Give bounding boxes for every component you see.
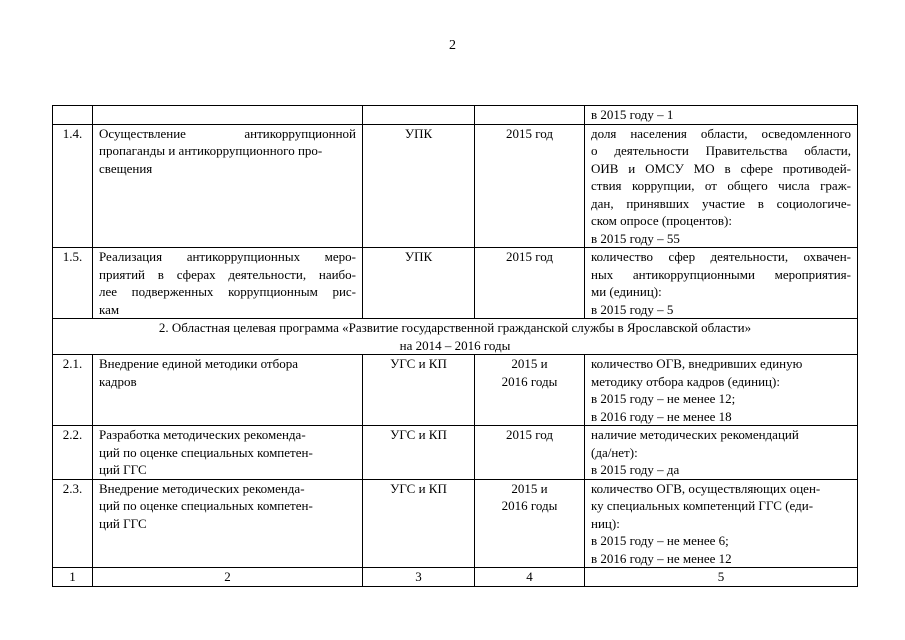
cell-measure bbox=[93, 248, 363, 319]
cell-executor: УПК bbox=[363, 124, 475, 248]
cell-num: 1.5. bbox=[53, 248, 93, 319]
cell-num: 2.1. bbox=[53, 355, 93, 426]
measure-line: Разработка методических рекоменда- bbox=[99, 427, 306, 442]
cell-indicator bbox=[585, 124, 858, 248]
cell-measure bbox=[93, 106, 363, 125]
cell-term bbox=[475, 479, 585, 568]
measure-line: свещения bbox=[99, 160, 153, 176]
cell-indicator bbox=[585, 479, 858, 568]
indicator-line: в 2015 году – не менее 12; bbox=[591, 391, 736, 406]
column-number-row bbox=[53, 568, 858, 587]
table-row bbox=[53, 124, 858, 248]
cell-measure bbox=[93, 426, 363, 480]
cell-measure bbox=[93, 479, 363, 568]
cell-num: 1.4. bbox=[53, 124, 93, 248]
cell-term bbox=[475, 106, 585, 125]
cell-executor: УПК bbox=[363, 248, 475, 319]
column-number: 4 bbox=[475, 568, 585, 587]
cell-indicator bbox=[585, 426, 858, 480]
cell-executor: УГС и КП bbox=[363, 479, 475, 568]
indicator-line: методику отбора кадров (единиц): bbox=[591, 373, 780, 389]
measure-line: ций по оценке специальных компетен- bbox=[99, 498, 313, 513]
indicator-line: ствия коррупции, от общего числа граж- bbox=[591, 178, 851, 193]
indicator-line: в 2015 году – да bbox=[591, 462, 680, 477]
column-number: 3 bbox=[363, 568, 475, 587]
indicator-line: доля населения области, осведомленного bbox=[591, 125, 851, 141]
indicator-line: в 2015 году – 55 bbox=[591, 230, 680, 246]
indicator-line: в 2015 году – не менее 6; bbox=[591, 533, 729, 548]
cell-term bbox=[475, 355, 585, 426]
indicator-line: количество сфер деятельности, охвачен- bbox=[591, 249, 851, 264]
column-number: 2 bbox=[93, 568, 363, 587]
indicator-line: в 2016 году – не менее 12 bbox=[591, 550, 732, 566]
indicator-line: количество ОГВ, осуществляющих оцен- bbox=[591, 480, 821, 496]
indicator-line: (да/нет): bbox=[591, 444, 638, 460]
indicator-line: количество ОГВ, внедривших единую bbox=[591, 356, 803, 371]
column-number: 5 bbox=[585, 568, 858, 587]
measure-line: Осуществление антикоррупционной bbox=[99, 125, 356, 141]
table-row bbox=[53, 355, 858, 426]
cell-executor bbox=[363, 106, 475, 125]
measure-line: ций по оценке специальных компетен- bbox=[99, 444, 313, 460]
table-row bbox=[53, 426, 858, 480]
indicator-line: дан, принявших участие в социологиче- bbox=[591, 195, 851, 211]
measure-line: лее подверженных коррупционным рис- bbox=[99, 284, 356, 299]
cell-indicator bbox=[585, 248, 858, 319]
measure-line: кадров bbox=[99, 373, 137, 389]
cell-executor: УГС и КП bbox=[363, 426, 475, 480]
indicator-line: в 2015 году – 5 bbox=[591, 301, 674, 317]
table-row bbox=[53, 106, 858, 125]
section-title-line: на 2014 – 2016 годы bbox=[399, 337, 511, 353]
cell-num bbox=[53, 106, 93, 125]
indicator-line: ниц): bbox=[591, 515, 620, 531]
cell-num: 2.3. bbox=[53, 479, 93, 568]
term-line: 2015 и bbox=[511, 356, 548, 371]
measure-line: ций ГГС bbox=[99, 515, 147, 531]
indicator-line: ных антикоррупционными мероприятия- bbox=[591, 266, 851, 282]
measure-line: кам bbox=[99, 301, 120, 317]
measure-line: ций ГГС bbox=[99, 462, 147, 477]
indicator-line: в 2016 году – не менее 18 bbox=[591, 408, 732, 424]
measure-line: Внедрение методических рекоменда- bbox=[99, 480, 305, 496]
term-line: 2016 годы bbox=[501, 373, 558, 389]
indicator-line: ку специальных компетенций ГГС (еди- bbox=[591, 498, 814, 513]
section-row bbox=[53, 319, 858, 355]
section-heading bbox=[53, 319, 858, 355]
table-row bbox=[53, 248, 858, 319]
indicator-line: о деятельности Правительства области, bbox=[591, 143, 851, 158]
measure-line: приятий в сферах деятельности, наибо- bbox=[99, 266, 356, 282]
cell-indicator bbox=[585, 355, 858, 426]
column-number: 1 bbox=[53, 568, 93, 587]
indicator-line: ми (единиц): bbox=[591, 284, 662, 299]
measure-line: пропаганды и антикоррупционного про- bbox=[99, 143, 323, 158]
cell-measure bbox=[93, 124, 363, 248]
cell-indicator bbox=[585, 106, 858, 125]
measures-table bbox=[52, 105, 858, 587]
term-line: 2015 и bbox=[511, 480, 548, 496]
measure-line: Реализация антикоррупционных меро- bbox=[99, 249, 356, 264]
page-number: 2 bbox=[449, 38, 456, 53]
measure-line: Внедрение единой методики отбора bbox=[99, 356, 298, 371]
indicator-line: в 2015 году – 1 bbox=[591, 107, 674, 122]
cell-term: 2015 год bbox=[475, 124, 585, 248]
table-row bbox=[53, 479, 858, 568]
indicator-line: ском опросе (процентов): bbox=[591, 213, 732, 228]
term-line: 2016 годы bbox=[501, 498, 558, 513]
indicator-line: ОИВ и ОМСУ МО в сфере противодей- bbox=[591, 160, 851, 176]
cell-executor: УГС и КП bbox=[363, 355, 475, 426]
cell-term: 2015 год bbox=[475, 248, 585, 319]
section-title-line: 2. Областная целевая программа «Развитие государственной гражданской службы в Ярославской области» bbox=[158, 320, 752, 335]
cell-term: 2015 год bbox=[475, 426, 585, 480]
cell-measure bbox=[93, 355, 363, 426]
cell-num: 2.2. bbox=[53, 426, 93, 480]
indicator-line: наличие методических рекомендаций bbox=[591, 427, 799, 442]
